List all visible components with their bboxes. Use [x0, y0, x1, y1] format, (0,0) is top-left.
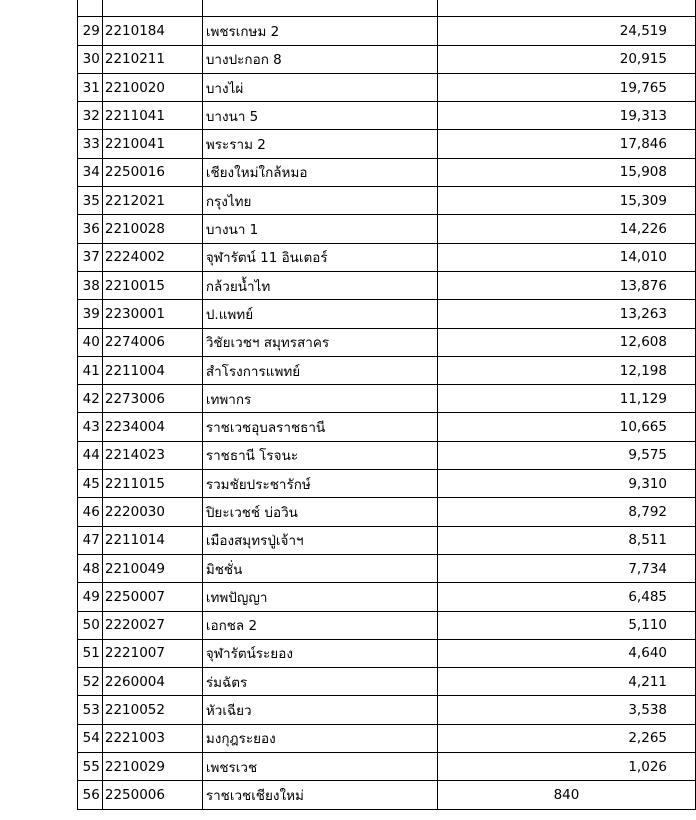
hospital-code-cell: 2273006: [102, 385, 202, 413]
table-row: [78, 498, 696, 526]
hospital-code-cell: 2211015: [102, 470, 202, 498]
hospital-name-cell: วิชัยเวชฯ สมุทรสาคร: [202, 328, 437, 356]
hospital-code-cell: 2210184: [102, 17, 202, 45]
hospital-name-cell: หัวเฉียว: [202, 696, 437, 724]
row-number-cell: 51: [78, 639, 103, 667]
value-cell: 9,575: [437, 441, 695, 469]
hospital-name-cell: บางนา 5: [202, 102, 437, 130]
value-cell: 840: [437, 781, 695, 809]
value-cell: 4,640: [437, 639, 695, 667]
hospital-code-cell: 2210028: [102, 215, 202, 243]
table-row: [78, 724, 696, 752]
row-number-cell: 53: [78, 696, 103, 724]
hospital-code-cell: 2210029: [102, 753, 202, 781]
value-cell: 3,538: [437, 696, 695, 724]
value-cell: 14,226: [437, 215, 695, 243]
value-cell: 10,665: [437, 413, 695, 441]
hospital-code-cell: 2211014: [102, 526, 202, 554]
hospital-name-cell: เทพปัญญา: [202, 583, 437, 611]
table-row: [78, 554, 696, 582]
hospital-name-cell: พระราม 2: [202, 130, 437, 158]
table-row: [78, 300, 696, 328]
row-number-cell: 37: [78, 243, 103, 271]
hospital-name-cell: ป.แพทย์: [202, 300, 437, 328]
table-row: [78, 158, 696, 186]
table-row: [78, 130, 696, 158]
table-row: [78, 639, 696, 667]
value-cell: 20,915: [437, 45, 695, 73]
table-row: [78, 17, 696, 45]
table-row: [78, 73, 696, 101]
value-cell: 2,265: [437, 724, 695, 752]
row-number-cell: 36: [78, 215, 103, 243]
hospital-code-cell: 2230001: [102, 300, 202, 328]
table-body: [78, 0, 696, 809]
table-row: [78, 102, 696, 130]
row-number-cell: 34: [78, 158, 103, 186]
row-number-cell: 29: [78, 17, 103, 45]
hospital-name-cell: [202, 0, 437, 17]
table-row: [78, 753, 696, 781]
hospital-name-cell: เทพากร: [202, 385, 437, 413]
hospital-name-cell: บางไผ่: [202, 73, 437, 101]
value-cell: 7,734: [437, 554, 695, 582]
hospital-code-cell: 2221007: [102, 639, 202, 667]
hospital-name-cell: รวมชัยประชารักษ์: [202, 470, 437, 498]
value-cell: [437, 0, 695, 17]
hospital-name-cell: กล้วยน้ำไท: [202, 271, 437, 299]
table-row: [78, 356, 696, 384]
value-cell: 19,313: [437, 102, 695, 130]
table-row: [78, 0, 696, 17]
row-number-cell: 33: [78, 130, 103, 158]
hospital-code-cell: 2234004: [102, 413, 202, 441]
hospital-code-cell: 2212021: [102, 187, 202, 215]
hospital-name-cell: กรุงไทย: [202, 187, 437, 215]
hospital-name-cell: ราชธานี โรจนะ: [202, 441, 437, 469]
value-cell: 8,792: [437, 498, 695, 526]
row-number-cell: 52: [78, 668, 103, 696]
row-number-cell: 31: [78, 73, 103, 101]
value-cell: 13,876: [437, 271, 695, 299]
row-number-cell: 47: [78, 526, 103, 554]
row-number-cell: 55: [78, 753, 103, 781]
row-number-cell: 40: [78, 328, 103, 356]
hospital-code-cell: 2224002: [102, 243, 202, 271]
row-number-cell: 54: [78, 724, 103, 752]
row-number-cell: 44: [78, 441, 103, 469]
hospital-name-cell: มงกุฎระยอง: [202, 724, 437, 752]
table-row: [78, 328, 696, 356]
table-row: [78, 583, 696, 611]
table-row: [78, 611, 696, 639]
table-row: [78, 526, 696, 554]
value-cell: 12,608: [437, 328, 695, 356]
hospital-code-cell: 2211004: [102, 356, 202, 384]
table-row: [78, 470, 696, 498]
value-cell: 5,110: [437, 611, 695, 639]
hospital-name-cell: ราชเวชเชียงใหม่: [202, 781, 437, 809]
row-number-cell: 45: [78, 470, 103, 498]
row-number-cell: 35: [78, 187, 103, 215]
row-number-cell: 43: [78, 413, 103, 441]
table-row: [78, 781, 696, 809]
row-number-cell: 41: [78, 356, 103, 384]
row-number-cell: 56: [78, 781, 103, 809]
table-row: [78, 696, 696, 724]
hospital-table: [77, 0, 696, 810]
value-cell: 17,846: [437, 130, 695, 158]
hospital-name-cell: จุฬารัตน์ระยอง: [202, 639, 437, 667]
table-row: [78, 187, 696, 215]
hospital-name-cell: ราชเวชอุบลราชธานี: [202, 413, 437, 441]
hospital-code-cell: 2250016: [102, 158, 202, 186]
value-cell: 11,129: [437, 385, 695, 413]
hospital-name-cell: บางปะกอก 8: [202, 45, 437, 73]
hospital-name-cell: จุฬารัตน์ 11 อินเตอร์: [202, 243, 437, 271]
hospital-name-cell: มิชชั่น: [202, 554, 437, 582]
hospital-code-cell: 2210052: [102, 696, 202, 724]
hospital-code-cell: 2220030: [102, 498, 202, 526]
table-row: [78, 441, 696, 469]
hospital-name-cell: บางนา 1: [202, 215, 437, 243]
hospital-name-cell: ร่มฉัตร: [202, 668, 437, 696]
row-number-cell: [78, 0, 103, 17]
value-cell: 9,310: [437, 470, 695, 498]
table-row: [78, 668, 696, 696]
hospital-table-container: [77, 0, 696, 810]
hospital-code-cell: 2221003: [102, 724, 202, 752]
hospital-name-cell: สำโรงการแพทย์: [202, 356, 437, 384]
row-number-cell: 42: [78, 385, 103, 413]
hospital-code-cell: 2210015: [102, 271, 202, 299]
row-number-cell: 50: [78, 611, 103, 639]
value-cell: 13,263: [437, 300, 695, 328]
value-cell: 1,026: [437, 753, 695, 781]
hospital-code-cell: 2210211: [102, 45, 202, 73]
hospital-code-cell: 2220027: [102, 611, 202, 639]
value-cell: 6,485: [437, 583, 695, 611]
hospital-code-cell: 2210041: [102, 130, 202, 158]
hospital-code-cell: 2214023: [102, 441, 202, 469]
row-number-cell: 30: [78, 45, 103, 73]
hospital-code-cell: 2274006: [102, 328, 202, 356]
row-number-cell: 48: [78, 554, 103, 582]
hospital-name-cell: เพชรเวช: [202, 753, 437, 781]
row-number-cell: 49: [78, 583, 103, 611]
value-cell: 15,908: [437, 158, 695, 186]
table-row: [78, 271, 696, 299]
hospital-code-cell: 2250007: [102, 583, 202, 611]
hospital-name-cell: เอกชล 2: [202, 611, 437, 639]
hospital-name-cell: ปิยะเวชช์ บ่อวิน: [202, 498, 437, 526]
hospital-code-cell: 2211041: [102, 102, 202, 130]
value-cell: 4,211: [437, 668, 695, 696]
table-row: [78, 385, 696, 413]
hospital-code-cell: 2260004: [102, 668, 202, 696]
table-row: [78, 45, 696, 73]
hospital-code-cell: [102, 0, 202, 17]
row-number-cell: 39: [78, 300, 103, 328]
table-row: [78, 215, 696, 243]
row-number-cell: 46: [78, 498, 103, 526]
row-number-cell: 38: [78, 271, 103, 299]
value-cell: 8,511: [437, 526, 695, 554]
table-row: [78, 243, 696, 271]
hospital-name-cell: เพชรเกษม 2: [202, 17, 437, 45]
table-row: [78, 413, 696, 441]
value-cell: 12,198: [437, 356, 695, 384]
hospital-name-cell: เมืองสมุทรปู่เจ้าฯ: [202, 526, 437, 554]
hospital-code-cell: 2250006: [102, 781, 202, 809]
value-cell: 15,309: [437, 187, 695, 215]
value-cell: 24,519: [437, 17, 695, 45]
hospital-code-cell: 2210020: [102, 73, 202, 101]
hospital-code-cell: 2210049: [102, 554, 202, 582]
hospital-name-cell: เชียงใหม่ใกล้หมอ: [202, 158, 437, 186]
value-cell: 14,010: [437, 243, 695, 271]
value-cell: 19,765: [437, 73, 695, 101]
row-number-cell: 32: [78, 102, 103, 130]
